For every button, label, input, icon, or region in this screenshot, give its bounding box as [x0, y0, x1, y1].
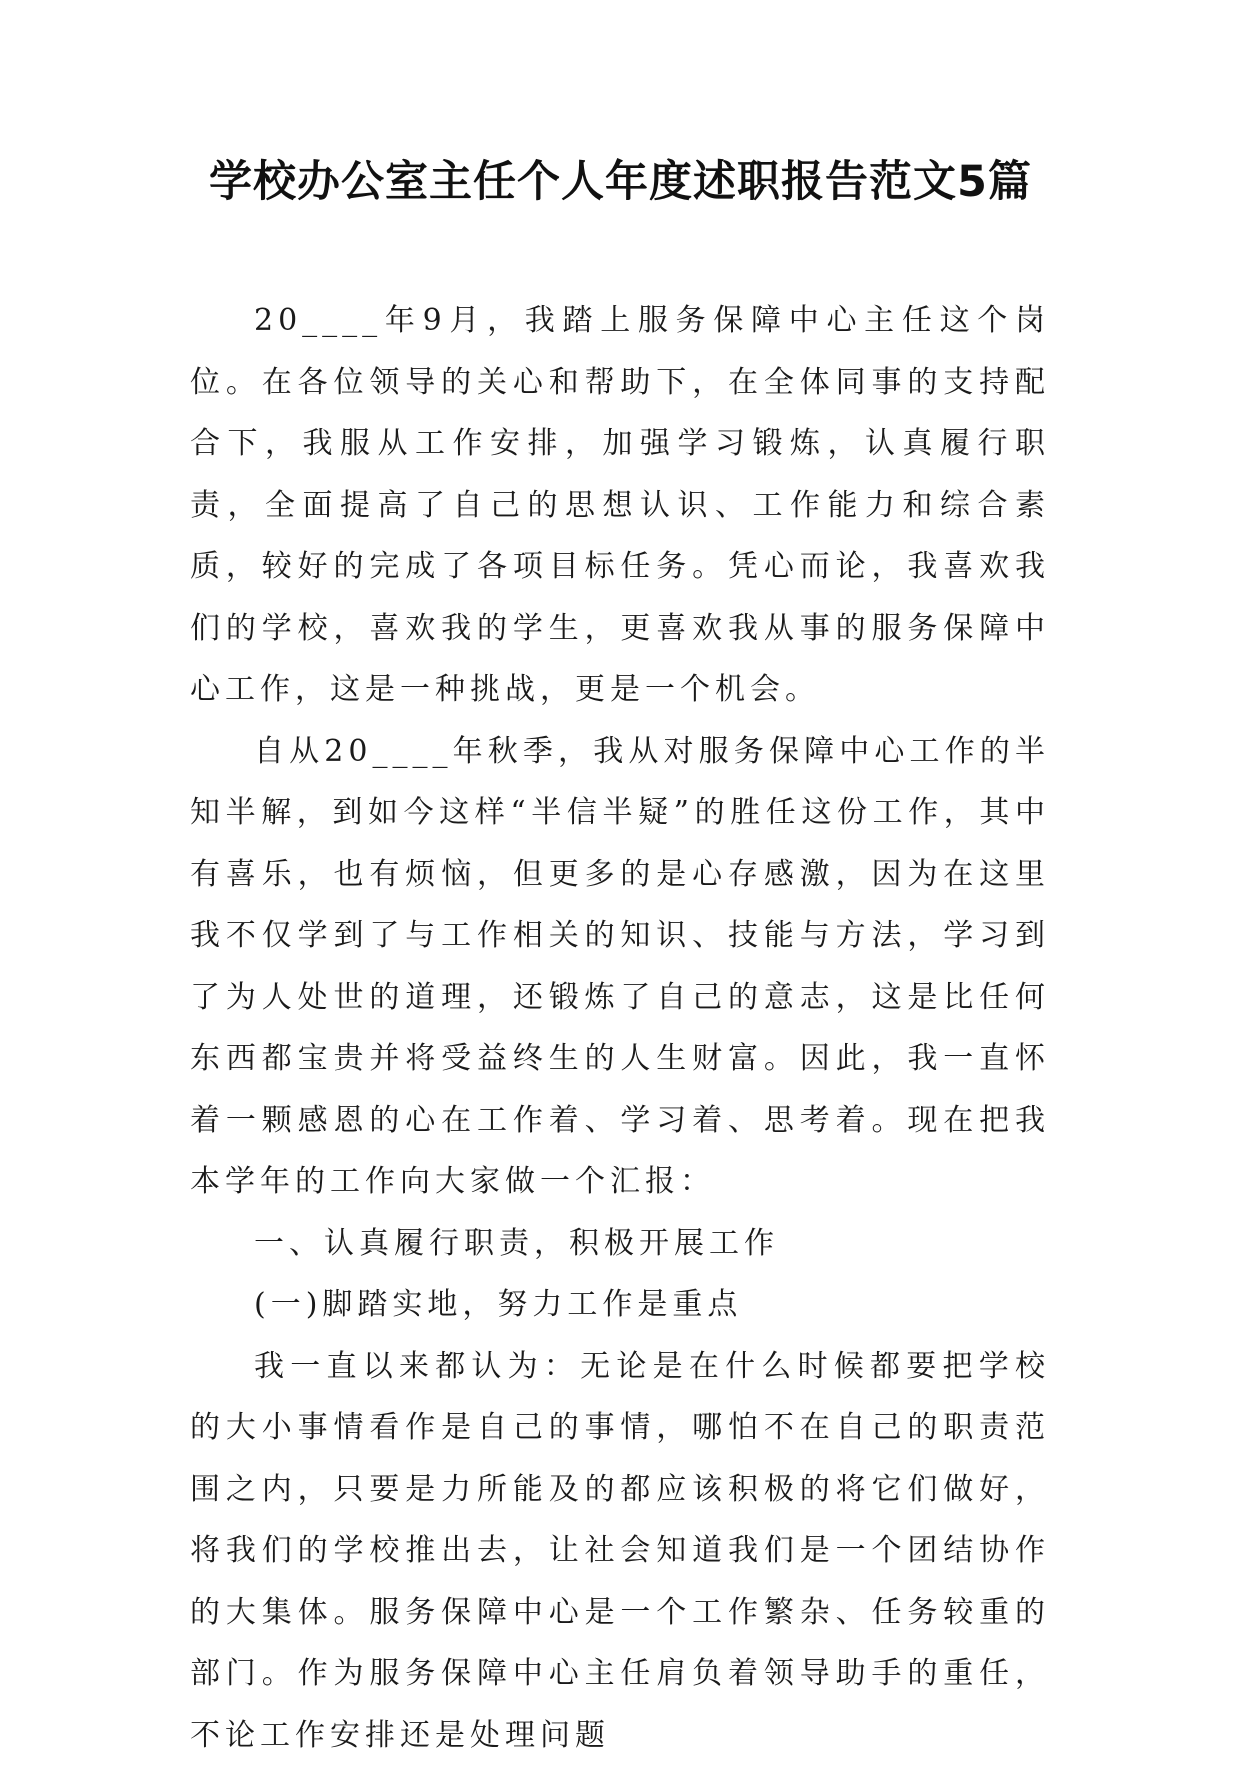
subsection-heading-1: (一)脚踏实地，努力工作是重点 [190, 1274, 1050, 1336]
section-heading-1: 一、认真履行职责，积极开展工作 [190, 1213, 1050, 1275]
paragraph-work: 我一直以来都认为：无论是在什么时候都要把学校的大小事情看作是自己的事情，哪怕不在自己的职责范围之内，只要是力所能及的都应该积极的将它们做好，将我们的学校推出去，让社会知道我们是一个团结协作的大集体。服务保障中心是一个工作繁杂、任务较重的部门。作为服务保障中心主任肩负着领导助手的重任，不论工作安排还是处理问题 [190, 1336, 1050, 1766]
document-title: 学校办公室主任个人年度述职报告范文5篇 [0, 152, 1241, 212]
paragraph-intro: 20____年9月，我踏上服务保障中心主任这个岗位。在各位领导的关心和帮助下，在全体同事的支持配合下，我服从工作安排，加强学习锻炼，认真履行职责，全面提高了自己的思想认识、工作能力和综合素质，较好的完成了各项目标任务。凭心而论，我喜欢我们的学校，喜欢我的学生，更喜欢我从事的服务保障中心工作，这是一种挑战，更是一个机会。 [190, 290, 1050, 721]
paragraph-reflection: 自从20____年秋季，我从对服务保障中心工作的半知半解，到如今这样“半信半疑”的胜任这份工作，其中有喜乐，也有烦恼，但更多的是心存感激，因为在这里我不仅学到了与工作相关的知识、技能与方法，学习到了为人处世的道理，还锻炼了自己的意志，这是比任何东西都宝贵并将受益终生的人生财富。因此，我一直怀着一颗感恩的心在工作着、学习着、思考着。现在把我本学年的工作向大家做一个汇报： [190, 721, 1050, 1213]
document-body [190, 290, 1050, 1766]
